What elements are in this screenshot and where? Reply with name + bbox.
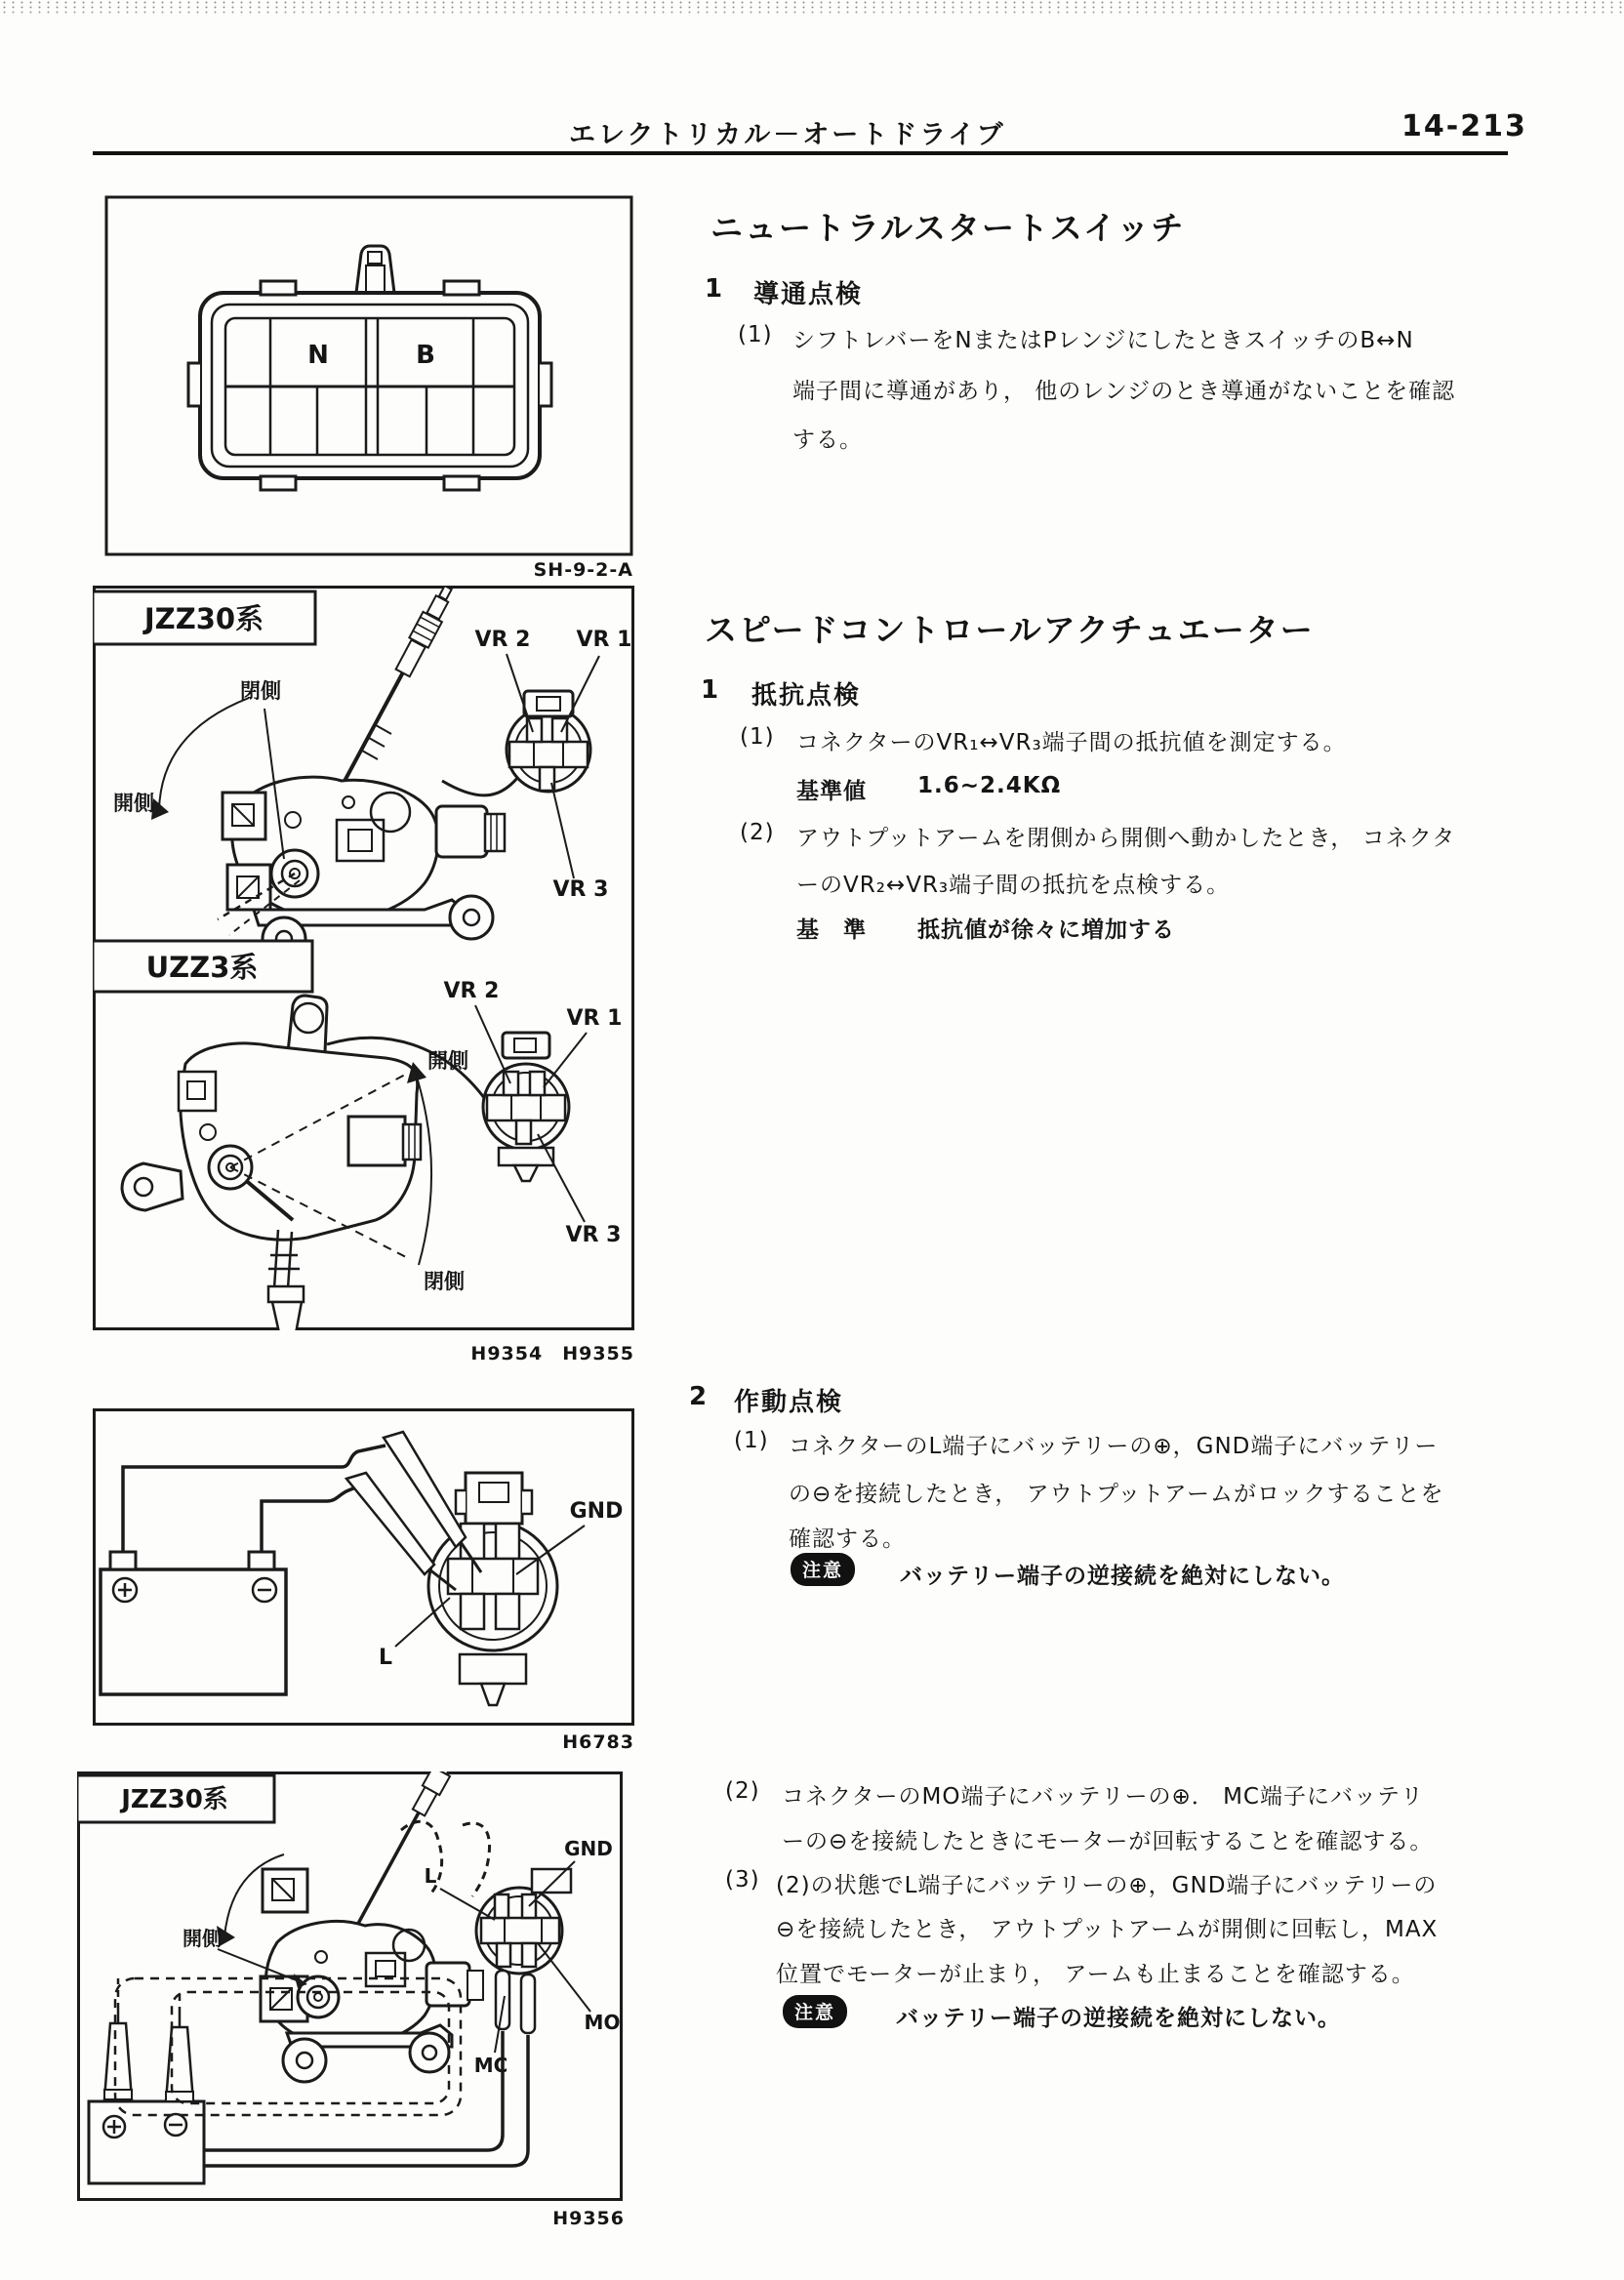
sa-op3-line1: (2)の状態でL端子にバッテリーの⊕，GND端子にバッテリーの	[776, 1873, 1438, 1898]
section-title-neutral-switch: ニュートラルスタートスイッチ	[710, 209, 1186, 247]
test-leads-drawing	[123, 1432, 481, 1590]
ns-step1-line1: シフトレバーをNまたはPレンジにしたときスイッチのB↔N	[792, 328, 1414, 353]
gnd-label: GND	[564, 1837, 613, 1860]
l-label: L	[424, 1864, 437, 1888]
figure-operation-check-battery	[93, 1408, 634, 1726]
variant-label-jzz30: JZZ30系	[121, 1785, 228, 1814]
sa-op2-line2: ーの⊖を接続したときにモーターが回転することを確認する。	[782, 1829, 1434, 1854]
pin-label-n: N	[307, 341, 329, 370]
gnd-label: GND	[569, 1499, 624, 1524]
header-rule	[93, 151, 1508, 155]
sa-op2-line1: コネクターのMO端子にバッテリーの⊕． MC端子にバッテリ	[782, 1784, 1424, 1810]
mc-label: MC	[473, 2054, 508, 2077]
vr3-label: VR 3	[552, 877, 609, 902]
caution1-text: バッテリー端子の逆接続を絶対にしない。	[900, 1564, 1345, 1589]
caution-badge-label: 注意	[783, 1995, 847, 2028]
figure4-code: H9356	[552, 2208, 625, 2229]
variant-label-uzz3: UZZ3系	[145, 951, 259, 984]
sa-spec2-label: 基 準	[796, 917, 867, 943]
open-side-label: 開側	[427, 1049, 468, 1073]
sa-spec2-value: 抵抗値が徐々に増加する	[917, 917, 1175, 943]
vr2-label: VR 2	[443, 979, 500, 1003]
pin-label-b: B	[416, 341, 435, 370]
battery-drawing	[89, 2010, 204, 2183]
operation-check-number: 2	[689, 1382, 710, 1411]
scan-noise-bottom2	[0, 0, 1624, 8]
caution-badge-label: 注意	[791, 1553, 855, 1586]
sa-res2-line1: アウトプットアームを閉側から開側へ動かしたとき， コネクタ	[796, 826, 1456, 851]
sa-res1-no: (1)	[740, 724, 775, 750]
check1-number: 1	[705, 274, 725, 304]
open-side-label: 開側	[113, 792, 154, 815]
battery-drawing	[101, 1552, 286, 1694]
section-title-speed-actuator: スピードコントロールアクチュエーター	[705, 611, 1315, 649]
sa-op3-line3: 位置でモーターが止まり， アームも止まることを確認する。	[776, 1962, 1415, 1987]
sa-op3-no: (3)	[725, 1867, 760, 1893]
sa-op1-line3: 確認する。	[789, 1527, 906, 1552]
resistance-check-number: 1	[701, 675, 721, 705]
figure-neutral-switch-connector	[104, 195, 633, 556]
caution1-badge	[791, 1553, 855, 1586]
figure1-code: SH-9-2-A	[533, 559, 633, 581]
caution2-badge	[783, 1995, 847, 2028]
vr2-label: VR 2	[474, 628, 531, 652]
vr1-label: VR 1	[566, 1006, 623, 1031]
resistance-check-title: 抵抗点検	[751, 681, 862, 711]
figure-speed-actuator-variants	[93, 586, 634, 1330]
check1-title: 導通点検	[753, 280, 864, 309]
mo-label: MO	[584, 2011, 621, 2034]
sa-spec1-value: 1.6~2.4KΩ	[917, 773, 1062, 798]
figure2-code: H9354 H9355	[470, 1343, 634, 1364]
open-side-label: 開側	[183, 1927, 222, 1950]
sa-op1-no: (1)	[734, 1428, 769, 1453]
closed-side-label: 閉側	[424, 1270, 465, 1293]
vr1-label: VR 1	[576, 628, 632, 652]
closed-side-label: 閉側	[240, 679, 281, 703]
sa-res2-line2: ーのVR₂↔VR₃端子間の抵抗を点検する。	[796, 873, 1231, 898]
sa-op1-line2: の⊖を接続したとき， アウトプットアームがロックすることを	[789, 1482, 1444, 1507]
sa-op3-line2: ⊖を接続したとき， アウトプットアームが開側に回転し，MAX	[776, 1917, 1439, 1942]
page-number: 14-213	[1401, 109, 1527, 143]
vr3-label: VR 3	[565, 1223, 622, 1247]
operation-check-title: 作動点検	[734, 1388, 844, 1417]
sa-res2-no: (2)	[740, 820, 775, 845]
caution2-text: バッテリー端子の逆接続を絶対にしない。	[896, 2006, 1341, 2031]
l-label: L	[378, 1646, 393, 1670]
ns-step1-no: (1)	[738, 322, 773, 347]
sa-op1-line1: コネクターのL端子にバッテリーの⊕，GND端子にバッテリー	[789, 1434, 1439, 1459]
connector-drawing	[188, 246, 551, 490]
sa-res1-text: コネクターのVR₁↔VR₃端子間の抵抗値を測定する。	[796, 730, 1347, 755]
page-header-title: エレクトリカル－オートドライブ	[569, 120, 1006, 150]
sa-spec1-label: 基準値	[796, 779, 867, 804]
ns-step1-line2: 端子間に導通があり， 他のレンジのとき導通がないことを確認	[792, 379, 1456, 404]
variant-label-jzz30: JZZ30系	[143, 602, 264, 635]
sa-op2-no: (2)	[725, 1778, 760, 1804]
ns-step1-line3: する。	[792, 428, 863, 453]
uzz3-actuator-drawing	[122, 979, 622, 1330]
figure-motor-test-jzz30	[77, 1771, 623, 2201]
figure3-code: H6783	[562, 1731, 634, 1753]
